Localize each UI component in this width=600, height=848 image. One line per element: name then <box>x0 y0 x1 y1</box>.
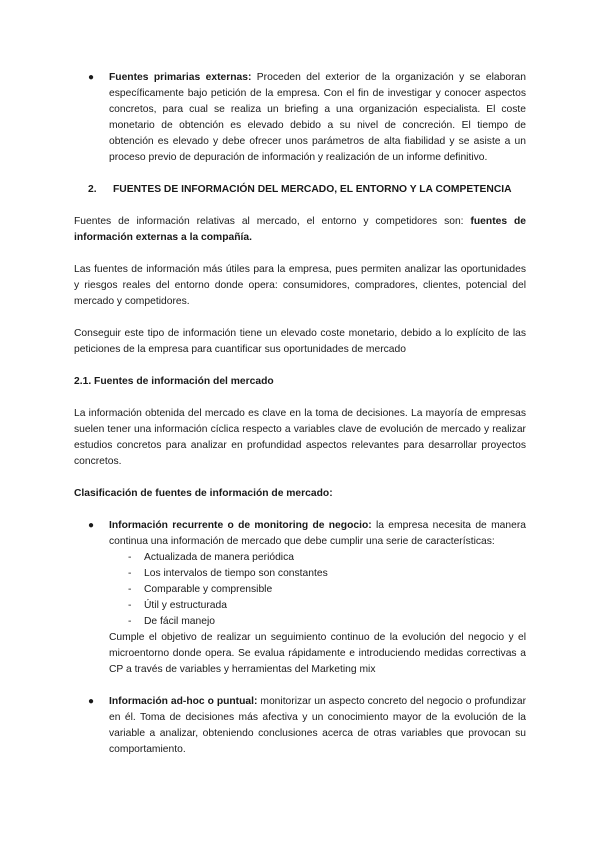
paragraph-market-info: La información obtenida del mercado es clave en la toma de decisiones. La mayoría de empresas suelen tener una información cíclica respecto a variables clave de evolución de mercado y realizar estudios concretos para analizar en profundidad aspectos relevantes para desarrollar proyectos concretos. <box>74 408 526 467</box>
section-title: FUENTES DE INFORMACIÓN DEL MERCADO, EL ENTORNO Y LA COMPETENCIA <box>113 184 512 195</box>
bullet-icon: ● <box>88 72 95 83</box>
subsection-heading: 2.1. Fuentes de información del mercado <box>74 376 274 387</box>
list-item: - Los intervalos de tiempo son constantes <box>74 566 526 582</box>
section-heading <box>74 182 526 198</box>
bullet-title: Información ad-hoc o puntual: <box>109 696 258 707</box>
bullet-text: Proceden del exterior de la organización y se elaboran específicamente bajo petición de la empresa. Con el fin de investigar y conocer aspectos concretos, para cual se realiza un briefing a una organización especialista. El coste monetario de obtención es elevado debido a su nivel de concreción. El tiempo de obtención es elevado y debe ofrecer unos parámetros de alta fiabilidad y se asiste a un proceso previo de depuración de información y realización de un informe definitivo. <box>109 72 526 163</box>
characteristics-list <box>74 550 526 630</box>
paragraph-bold-text: fuentes de información externas a la compañía. <box>74 216 526 243</box>
bullet-text: monitorizar un aspecto concreto del negocio o profundizar en él. Toma de decisiones más afectiva y un conocimiento mayor de la evolución de la variable a analizar, obteniendo conclusiones acerca de otras variables que provocan su comportamiento. <box>109 696 527 755</box>
paragraph-text: Fuentes de información relativas al mercado, el entorno y competidores son: <box>74 216 471 227</box>
list-item: - Comparable y comprensible <box>74 582 526 598</box>
bullet-icon: ● <box>88 520 95 531</box>
bullet-continuation: Cumple el objetivo de realizar un seguimiento continuo de la evolución del negocio y el microentorno donde opera. Se evalua rápidamente e introduciendo medidas correctivas a CP a través de variables y herramientas del Marketing mix <box>109 632 526 675</box>
list-item: - Útil y estructurada <box>74 598 526 614</box>
bullet-recurrent-info <box>74 518 526 550</box>
dash-icon: - <box>128 616 132 627</box>
paragraph-cost: Conseguir este tipo de información tiene un elevado coste monetario, debido a lo explícito de las peticiones de la empresa para cuantificar sus oportunidades de mercado <box>74 328 526 355</box>
bullet-title: Información recurrente o de monitoring de negocio: <box>109 520 372 531</box>
dash-icon: - <box>128 600 132 611</box>
dash-icon: - <box>128 584 132 595</box>
classification-heading: Clasificación de fuentes de información de mercado: <box>74 488 333 499</box>
bullet-icon: ● <box>88 696 95 707</box>
dash-icon: - <box>128 568 132 579</box>
bullet-title: Fuentes primarias externas: <box>109 72 252 83</box>
paragraph-intro <box>74 214 526 246</box>
list-item: - De fácil manejo <box>74 614 526 630</box>
list-item: - Actualizada de manera periódica <box>74 550 526 566</box>
dash-icon: - <box>128 552 132 563</box>
section-number: 2. <box>88 184 97 195</box>
bullet-text: la empresa necesita de manera continua una información de mercado que debe cumplir una serie de características: <box>109 520 527 547</box>
paragraph-useful-sources: Las fuentes de información más útiles para la empresa, pues permiten analizar las oportunidades y riesgos reales del entorno donde opera: consumidores, compradores, clientes, potencial del mercado y competidores. <box>74 264 526 307</box>
bullet-adhoc-info <box>74 694 526 758</box>
bullet-primary-external-sources <box>74 70 526 166</box>
